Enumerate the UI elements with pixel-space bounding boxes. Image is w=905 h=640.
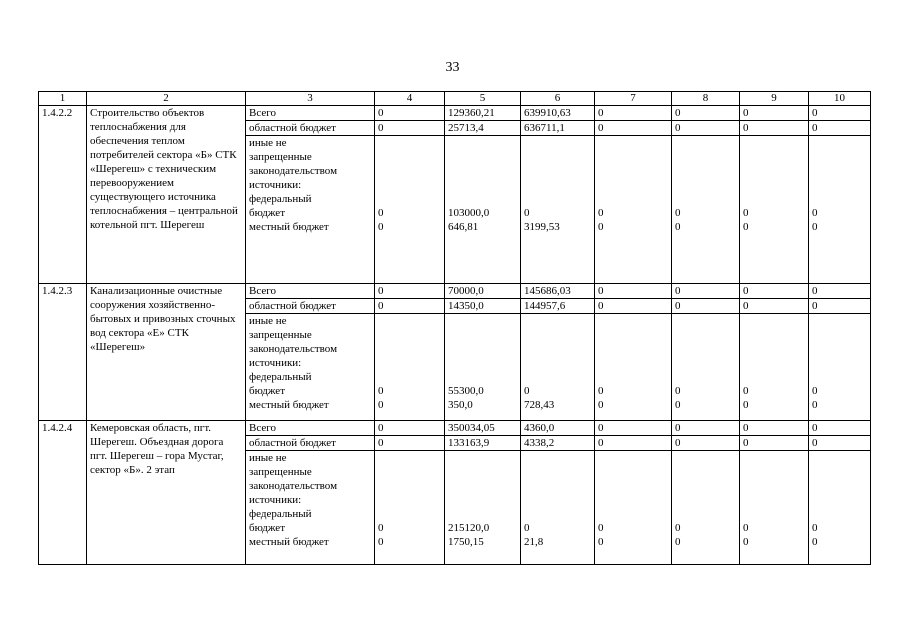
value-cell: 0 <box>595 436 672 451</box>
value-cell: 0 <box>595 121 672 136</box>
source-label-total: Всего <box>246 106 375 121</box>
federal-value: 0 <box>598 207 604 219</box>
value-cell-pair <box>521 451 595 565</box>
source-label-local: местный бюджет <box>249 221 329 233</box>
source-label-line: законодательством <box>249 343 338 355</box>
spacer-line <box>448 479 517 493</box>
spacer-line <box>524 507 591 521</box>
spacer-line <box>675 164 736 178</box>
value-cell-pair <box>375 314 445 421</box>
spacer-line <box>378 465 441 479</box>
value-cell-pair <box>521 136 595 284</box>
spacer-line <box>812 164 867 178</box>
spacer-line <box>448 150 517 164</box>
spacer-line <box>378 178 441 192</box>
spacer-line <box>524 314 591 328</box>
spacer-line <box>448 342 517 356</box>
spacer-line <box>598 164 668 178</box>
local-value: 646,81 <box>448 221 479 233</box>
value-cell-pair <box>375 451 445 565</box>
local-value: 3199,53 <box>524 221 560 233</box>
spacer-line <box>743 493 805 507</box>
value-cell: 0 <box>809 421 871 436</box>
value-cell: 0 <box>740 436 809 451</box>
spacer-line <box>598 479 668 493</box>
source-label-regional: областной бюджет <box>246 121 375 136</box>
spacer-line <box>448 507 517 521</box>
spacer-line <box>675 451 736 465</box>
federal-value: 0 <box>598 522 604 534</box>
source-label-line: федеральный <box>249 508 312 520</box>
value-cell: 0 <box>375 106 445 121</box>
value-cell: 0 <box>672 121 740 136</box>
local-value: 0 <box>378 221 384 233</box>
local-value: 0 <box>598 536 604 548</box>
source-label-line: запрещенные <box>249 329 312 341</box>
column-numbers-row <box>39 92 871 106</box>
local-value: 0 <box>378 536 384 548</box>
spacer-line <box>743 465 805 479</box>
spacer-line <box>378 356 441 370</box>
column-header: 5 <box>445 92 521 106</box>
spacer-line <box>598 370 668 384</box>
value-cell: 144957,6 <box>521 299 595 314</box>
federal-value: 0 <box>743 385 749 397</box>
source-label-total: Всего <box>246 421 375 436</box>
spacer-line <box>675 370 736 384</box>
spacer-line <box>675 342 736 356</box>
value-cell: 0 <box>375 436 445 451</box>
local-value: 0 <box>675 399 681 411</box>
spacer-line <box>812 451 867 465</box>
item-name: Канализационные очистные сооружения хозяйственно-бытовых и привозных сточных вод сектора «Е» СТК «Шерегеш» <box>87 284 246 421</box>
source-label-total: Всего <box>246 284 375 299</box>
value-cell: 0 <box>809 106 871 121</box>
source-label-line: источники: <box>249 357 302 369</box>
spacer-line <box>812 342 867 356</box>
spacer-line <box>598 451 668 465</box>
local-value: 728,43 <box>524 399 555 411</box>
spacer-line <box>675 465 736 479</box>
spacer-line <box>812 465 867 479</box>
column-header: 1 <box>39 92 87 106</box>
source-label-line: источники: <box>249 179 302 191</box>
column-header: 2 <box>87 92 246 106</box>
spacer-line <box>524 178 591 192</box>
value-cell: 0 <box>595 299 672 314</box>
value-cell: 0 <box>595 421 672 436</box>
value-cell: 0 <box>672 299 740 314</box>
local-value: 0 <box>743 399 749 411</box>
value-cell: 145686,03 <box>521 284 595 299</box>
spacer-line <box>378 164 441 178</box>
spacer-line <box>448 451 517 465</box>
spacer-line <box>524 451 591 465</box>
column-header: 6 <box>521 92 595 106</box>
value-cell: 639910,63 <box>521 106 595 121</box>
spacer-line <box>675 507 736 521</box>
value-cell: 0 <box>740 284 809 299</box>
spacer-line <box>378 328 441 342</box>
value-cell: 4338,2 <box>521 436 595 451</box>
value-cell: 0 <box>740 106 809 121</box>
spacer-line <box>378 314 441 328</box>
spacer-line <box>812 328 867 342</box>
spacer-line <box>743 356 805 370</box>
value-cell: 4360,0 <box>521 421 595 436</box>
spacer-line <box>812 507 867 521</box>
spacer-line <box>743 192 805 206</box>
spacer-line <box>524 493 591 507</box>
value-cell-pair <box>740 136 809 284</box>
source-label-other <box>246 136 375 284</box>
local-value: 0 <box>378 399 384 411</box>
spacer-line <box>812 192 867 206</box>
total-row <box>39 106 871 121</box>
local-value: 21,8 <box>524 536 544 548</box>
spacer-line <box>675 328 736 342</box>
value-cell: 0 <box>375 121 445 136</box>
source-label-line: федеральный <box>249 371 312 383</box>
source-label-line: законодательством <box>249 480 338 492</box>
spacer-line <box>812 370 867 384</box>
federal-value: 0 <box>812 522 818 534</box>
spacer-line <box>598 356 668 370</box>
source-label-line: иные не <box>249 137 287 149</box>
spacer-line <box>675 178 736 192</box>
local-value: 0 <box>812 536 818 548</box>
source-label-line: бюджет <box>249 385 285 397</box>
federal-value: 103000,0 <box>448 207 490 219</box>
federal-value: 0 <box>378 385 384 397</box>
value-cell: 0 <box>672 436 740 451</box>
local-value: 0 <box>812 399 818 411</box>
value-cell: 0 <box>809 121 871 136</box>
spacer-line <box>378 507 441 521</box>
item-name: Кемеровская область, пгт. Шерегеш. Объездная дорога пгт. Шерегеш – гора Мустаг, сектор «Б». 2 этап <box>87 421 246 565</box>
spacer-line <box>378 150 441 164</box>
column-header: 7 <box>595 92 672 106</box>
column-header: 9 <box>740 92 809 106</box>
spacer-line <box>524 328 591 342</box>
value-cell: 0 <box>595 284 672 299</box>
spacer-line <box>448 178 517 192</box>
federal-value: 0 <box>378 207 384 219</box>
value-cell-pair <box>740 451 809 565</box>
value-cell-pair <box>375 136 445 284</box>
spacer-line <box>524 356 591 370</box>
federal-value: 0 <box>378 522 384 534</box>
spacer-line <box>812 136 867 150</box>
local-value: 1750,15 <box>448 536 484 548</box>
local-value: 0 <box>743 536 749 548</box>
federal-value: 0 <box>524 385 530 397</box>
spacer-line <box>598 150 668 164</box>
spacer-line <box>675 479 736 493</box>
source-label-local: местный бюджет <box>249 536 329 548</box>
total-row <box>39 421 871 436</box>
total-row <box>39 284 871 299</box>
spacer-line <box>743 342 805 356</box>
spacer-line <box>378 479 441 493</box>
value-cell-pair <box>809 314 871 421</box>
value-cell: 0 <box>375 299 445 314</box>
spacer-line <box>812 150 867 164</box>
federal-value: 0 <box>524 207 530 219</box>
federal-value: 0 <box>743 207 749 219</box>
federal-value: 0 <box>675 385 681 397</box>
item-code: 1.4.2.4 <box>39 421 87 565</box>
spacer-line <box>524 342 591 356</box>
source-label-other <box>246 451 375 565</box>
spacer-line <box>598 136 668 150</box>
value-cell: 0 <box>809 299 871 314</box>
spacer-line <box>524 465 591 479</box>
spacer-line <box>448 164 517 178</box>
spacer-line <box>448 370 517 384</box>
local-value: 350,0 <box>448 399 473 411</box>
value-cell: 25713,4 <box>445 121 521 136</box>
spacer-line <box>598 328 668 342</box>
federal-value: 0 <box>598 385 604 397</box>
value-cell-pair <box>740 314 809 421</box>
federal-value: 0 <box>812 207 818 219</box>
spacer-line <box>598 178 668 192</box>
value-cell: 0 <box>809 436 871 451</box>
federal-value: 215120,0 <box>448 522 490 534</box>
value-cell-pair <box>445 136 521 284</box>
spacer-line <box>675 136 736 150</box>
spacer-line <box>378 342 441 356</box>
spacer-line <box>598 192 668 206</box>
federal-value: 0 <box>812 385 818 397</box>
value-cell: 0 <box>672 106 740 121</box>
local-value: 0 <box>598 221 604 233</box>
spacer-line <box>448 465 517 479</box>
spacer-line <box>743 451 805 465</box>
spacer-line <box>743 370 805 384</box>
value-cell-pair <box>445 451 521 565</box>
spacer-line <box>743 328 805 342</box>
value-cell-pair <box>672 451 740 565</box>
value-cell: 0 <box>672 284 740 299</box>
spacer-line <box>675 314 736 328</box>
source-label-local: местный бюджет <box>249 399 329 411</box>
spacer-line <box>675 356 736 370</box>
value-cell-pair <box>521 314 595 421</box>
column-header: 8 <box>672 92 740 106</box>
spacer-line <box>675 150 736 164</box>
source-label-line: бюджет <box>249 522 285 534</box>
column-header: 10 <box>809 92 871 106</box>
value-cell-pair <box>809 451 871 565</box>
value-cell-pair <box>595 314 672 421</box>
source-label-line: федеральный <box>249 193 312 205</box>
value-cell: 350034,05 <box>445 421 521 436</box>
value-cell-pair <box>809 136 871 284</box>
value-cell-pair <box>672 136 740 284</box>
value-cell: 0 <box>375 284 445 299</box>
spacer-line <box>524 370 591 384</box>
value-cell: 0 <box>595 106 672 121</box>
local-value: 0 <box>743 221 749 233</box>
spacer-line <box>524 192 591 206</box>
spacer-line <box>448 356 517 370</box>
spacer-line <box>524 164 591 178</box>
spacer-line <box>598 342 668 356</box>
value-cell-pair <box>672 314 740 421</box>
source-label-other <box>246 314 375 421</box>
spacer-line <box>378 493 441 507</box>
item-code: 1.4.2.3 <box>39 284 87 421</box>
value-cell: 129360,21 <box>445 106 521 121</box>
value-cell: 0 <box>740 121 809 136</box>
value-cell: 133163,9 <box>445 436 521 451</box>
spacer-line <box>448 136 517 150</box>
spacer-line <box>675 493 736 507</box>
value-cell: 14350,0 <box>445 299 521 314</box>
item-name: Строительство объектов теплоснабжения для обеспечения теплом потребителей сектора «Б» СТК «Шерегеш» с техническим перевооружением существующего источника теплоснабжения – центральной котельной пгт. Шерегеш <box>87 106 246 284</box>
spacer-line <box>448 493 517 507</box>
spacer-line <box>378 370 441 384</box>
spacer-line <box>378 451 441 465</box>
spacer-line <box>812 493 867 507</box>
source-label-regional: областной бюджет <box>246 436 375 451</box>
source-label-line: источники: <box>249 494 302 506</box>
value-cell-pair <box>445 314 521 421</box>
spacer-line <box>524 136 591 150</box>
spacer-line <box>448 314 517 328</box>
spacer-line <box>598 507 668 521</box>
local-value: 0 <box>675 536 681 548</box>
source-label-line: иные не <box>249 452 287 464</box>
source-label-line: иные не <box>249 315 287 327</box>
spacer-line <box>675 192 736 206</box>
source-label-line: законодательством <box>249 165 338 177</box>
value-cell-pair <box>595 451 672 565</box>
spacer-line <box>378 136 441 150</box>
spacer-line <box>743 136 805 150</box>
value-cell: 0 <box>740 299 809 314</box>
item-code: 1.4.2.2 <box>39 106 87 284</box>
spacer-line <box>812 314 867 328</box>
local-value: 0 <box>675 221 681 233</box>
spacer-line <box>448 328 517 342</box>
spacer-line <box>743 150 805 164</box>
spacer-line <box>524 150 591 164</box>
spacer-line <box>812 178 867 192</box>
federal-value: 0 <box>675 207 681 219</box>
value-cell-pair <box>595 136 672 284</box>
column-header: 4 <box>375 92 445 106</box>
budget-table <box>38 91 871 565</box>
spacer-line <box>378 192 441 206</box>
value-cell: 0 <box>809 284 871 299</box>
federal-value: 0 <box>524 522 530 534</box>
federal-value: 0 <box>675 522 681 534</box>
spacer-line <box>598 465 668 479</box>
value-cell: 70000,0 <box>445 284 521 299</box>
source-label-line: бюджет <box>249 207 285 219</box>
source-label-line: запрещенные <box>249 151 312 163</box>
spacer-line <box>743 314 805 328</box>
spacer-line <box>812 356 867 370</box>
spacer-line <box>598 493 668 507</box>
local-value: 0 <box>812 221 818 233</box>
spacer-line <box>743 164 805 178</box>
spacer-line <box>448 192 517 206</box>
value-cell: 0 <box>375 421 445 436</box>
column-header: 3 <box>246 92 375 106</box>
federal-value: 0 <box>743 522 749 534</box>
spacer-line <box>743 178 805 192</box>
value-cell: 0 <box>740 421 809 436</box>
spacer-line <box>598 314 668 328</box>
local-value: 0 <box>598 399 604 411</box>
source-label-line: запрещенные <box>249 466 312 478</box>
federal-value: 55300,0 <box>448 385 484 397</box>
spacer-line <box>743 479 805 493</box>
page-number: 33 <box>445 60 460 75</box>
source-label-regional: областной бюджет <box>246 299 375 314</box>
spacer-line <box>812 479 867 493</box>
value-cell: 636711,1 <box>521 121 595 136</box>
spacer-line <box>524 479 591 493</box>
spacer-line <box>743 507 805 521</box>
value-cell: 0 <box>672 421 740 436</box>
